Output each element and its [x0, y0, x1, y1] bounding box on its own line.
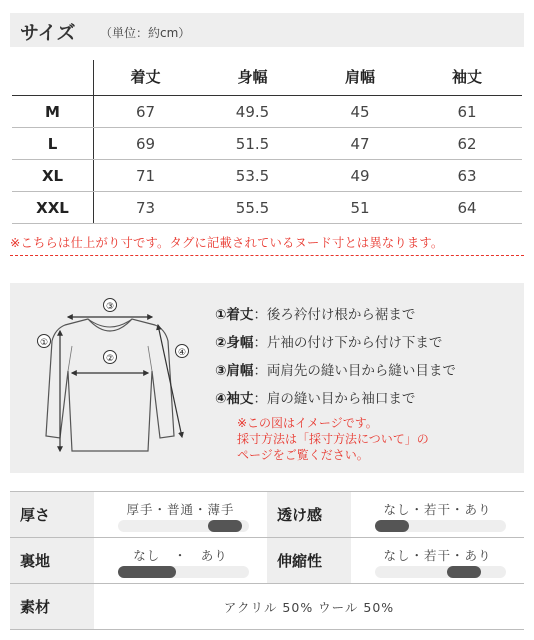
stretch-options: なし・若干・あり — [383, 548, 492, 563]
legend-label: ④袖丈 — [215, 391, 254, 407]
marker-4: ④ — [177, 348, 187, 358]
spec-label-sheer: 透け感 — [267, 492, 351, 537]
spec-label-stretch: 伸縮性 — [267, 538, 351, 583]
legend-desc: ：肩の縫い目から袖口まで — [253, 391, 416, 407]
legend-label: ③肩幅 — [215, 363, 254, 379]
scale-knob — [208, 520, 242, 532]
table-cell: 71 — [135, 167, 156, 185]
header-sleeve: 袖丈 — [451, 68, 482, 86]
legend-item — [215, 301, 456, 329]
sheer-scale — [351, 492, 524, 537]
scale-knob — [375, 520, 409, 532]
size-label: L — [12, 128, 94, 159]
table-row — [12, 96, 522, 128]
legend-label: ②身幅 — [215, 335, 254, 351]
table-row — [12, 160, 522, 192]
header-length: 着丈 — [130, 68, 161, 86]
spec-row — [10, 583, 524, 630]
legend-item — [215, 385, 456, 413]
size-table-header — [12, 60, 522, 96]
thickness-options: 厚手・普通・薄手 — [126, 502, 235, 517]
warning-line: ページをご覧ください。 — [237, 448, 369, 462]
header-corner — [12, 60, 94, 95]
scale-track — [375, 566, 506, 578]
spec-row — [10, 537, 524, 584]
marker-3: ③ — [105, 302, 115, 312]
size-label: XXL — [12, 192, 94, 223]
scale-knob — [118, 566, 176, 578]
note-divider — [10, 255, 524, 256]
table-cell: 69 — [135, 135, 156, 153]
sweater-outline — [46, 319, 174, 451]
table-cell: 47 — [350, 135, 370, 153]
scale-knob — [447, 566, 481, 578]
table-cell: 73 — [135, 199, 156, 217]
size-title-bar — [10, 13, 524, 47]
marker-1: ① — [39, 338, 49, 348]
table-cell: 61 — [457, 103, 477, 121]
legend-desc: ：後ろ衿付け根から裾まで — [253, 307, 416, 323]
lining-scale — [94, 538, 267, 583]
size-table — [12, 60, 522, 224]
stretch-scale — [351, 538, 524, 583]
header-chest: 身幅 — [237, 68, 268, 86]
legend-desc: ：両肩先の縫い目から縫い目まで — [253, 363, 456, 379]
table-cell: 53.5 — [235, 167, 270, 185]
table-cell: 62 — [457, 135, 477, 153]
legend-label: ①着丈 — [215, 307, 254, 323]
legend-item — [215, 357, 456, 385]
table-row — [12, 192, 522, 224]
table-cell: 55.5 — [235, 199, 270, 217]
header-shoulder: 肩幅 — [344, 68, 375, 86]
table-cell: 51 — [350, 199, 370, 217]
legend-desc: ：片袖の付け下から付け下まで — [253, 335, 443, 351]
warning-line: ※この図はイメージです。 — [237, 416, 378, 430]
table-cell: 45 — [350, 103, 370, 121]
warning-line: 採寸方法は「採寸方法について」の — [237, 432, 429, 446]
fabric-spec-table — [10, 492, 524, 630]
table-cell: 49.5 — [235, 103, 270, 121]
table-cell: 49 — [350, 167, 370, 185]
spec-label-material: 素材 — [10, 584, 94, 629]
measurement-legend — [215, 301, 456, 463]
thickness-scale — [94, 492, 267, 537]
spec-row — [10, 491, 524, 538]
lining-options: なし ・ あり — [133, 548, 228, 563]
table-cell: 51.5 — [235, 135, 270, 153]
spec-label-lining: 裏地 — [10, 538, 94, 583]
size-unit: （単位：約cm） — [100, 26, 191, 40]
diagram-warning — [237, 415, 456, 463]
size-title: サイズ — [20, 22, 76, 44]
material-value: アクリル 50% ウール 50% — [223, 599, 395, 615]
legend-item — [215, 329, 456, 357]
finished-size-note: ※こちらは仕上がり寸です。タグに記載されているヌード寸とは異なります。 — [10, 236, 444, 250]
table-cell: 64 — [457, 199, 477, 217]
table-cell: 63 — [457, 167, 477, 185]
spec-label-thickness: 厚さ — [10, 492, 94, 537]
sweater-diagram — [30, 291, 200, 466]
table-cell: 67 — [135, 103, 156, 121]
sheer-options: なし・若干・あり — [383, 502, 492, 517]
measurement-diagram-panel — [10, 283, 524, 473]
table-row — [12, 128, 522, 160]
marker-2: ② — [105, 354, 115, 364]
size-label: XL — [12, 160, 94, 191]
size-label: M — [12, 96, 94, 127]
